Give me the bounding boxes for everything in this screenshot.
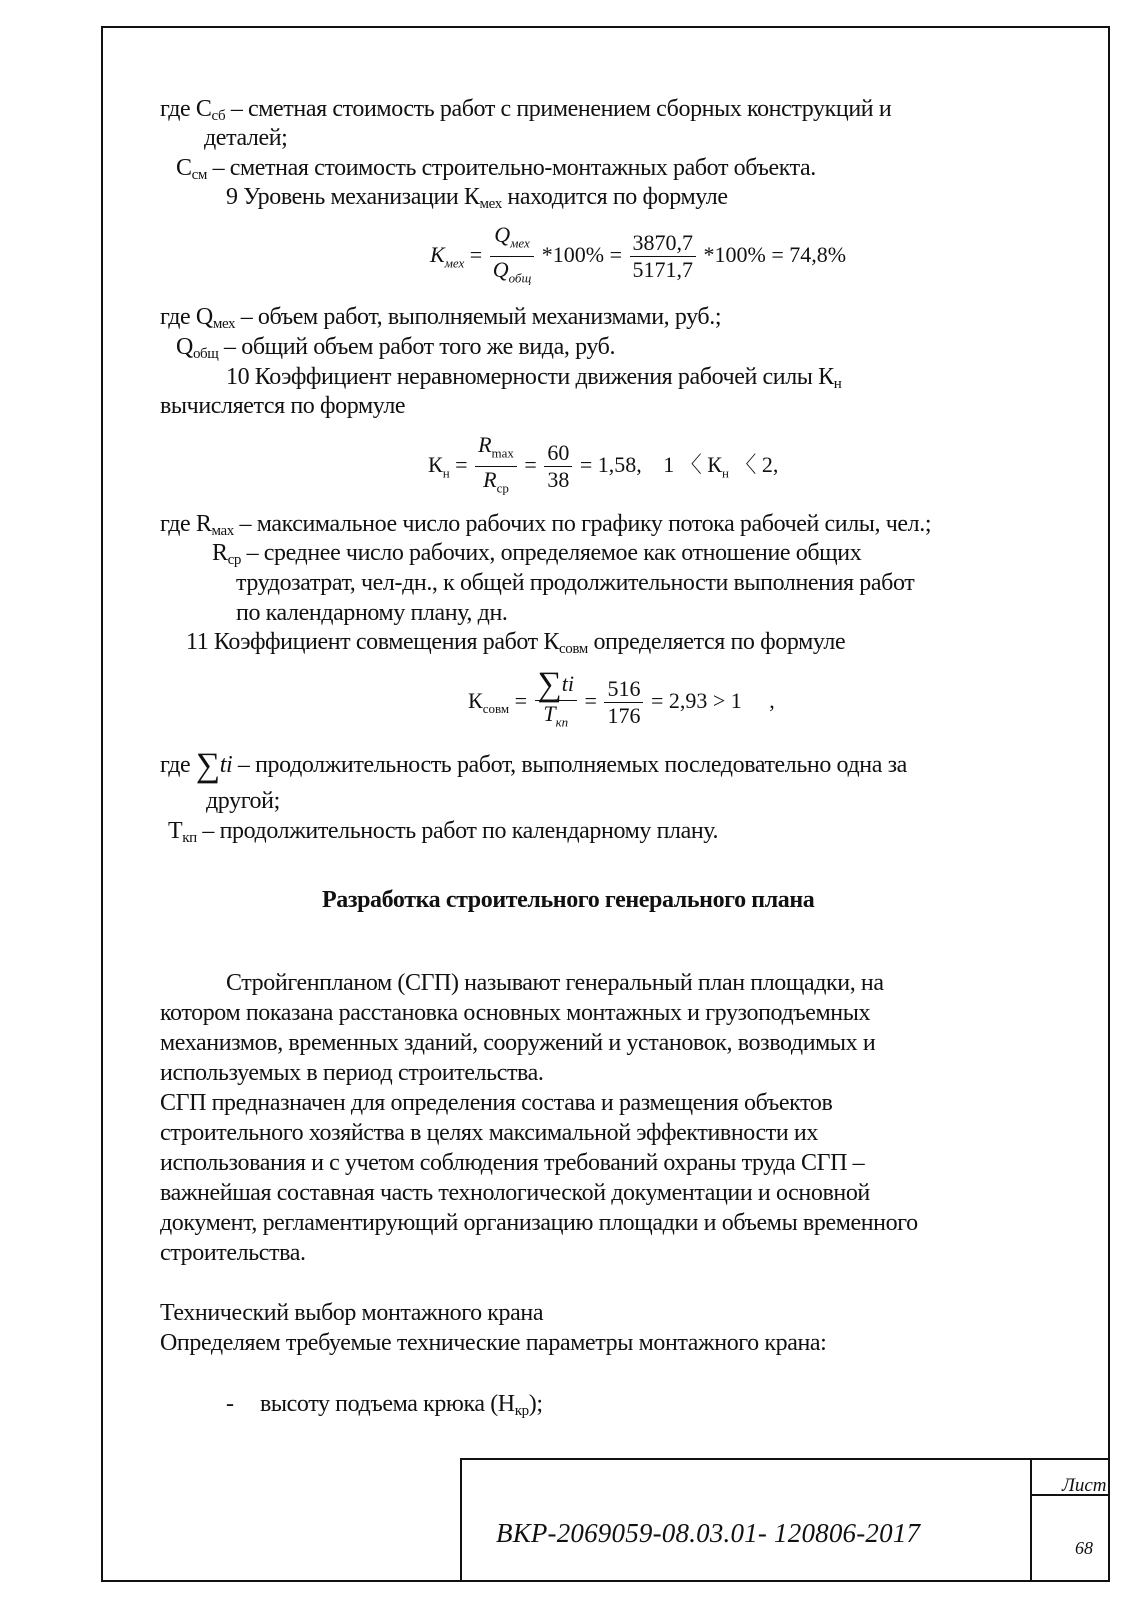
document-code: ВКР-2069059-08.03.01- 120806-2017 [496, 1518, 921, 1548]
line-4: 9 Уровень механизации $К_{мех}$ находится по формуле [226, 184, 728, 212]
formula-ksovm: $К_{совм}$ = $\frac{\sum ti}{Т_{кп}}$ = $\frac{516}{176}$ = 2,93 > 1 , [468, 670, 775, 735]
para1-line-2: котором показана расстановка основных монтажных и грузоподъемных [160, 1000, 871, 1026]
para1-line-9: документ, регламентирующий организацию площадки и объемы временного [160, 1210, 918, 1236]
bullet-text: высоту подъема крюка $(Н_{кр})$; [260, 1391, 543, 1419]
para1-line-5: СГП предназначен для определения состава и размещения объектов [160, 1090, 833, 1116]
formula-kn: $К_н$ = $\frac{R_{max}}{R_{ср}}$ = $\frac{60}{38}$ = 1,58, 1 〈 $К_н$ 〈 2, [428, 432, 778, 502]
para1-line-1: Стройгенпланом (СГП) называют генеральный план площадки, на [226, 970, 884, 996]
line-16: $Т_{кп}$ – продолжительность работ по календарному плану. [168, 818, 719, 846]
line-13: 11 Коэффициент совмещения работ $К_{совм}$ определяется по формуле [186, 629, 846, 657]
fraction-values: $\frac{3870,7}{5171,7}$ [630, 230, 697, 283]
para1-line-3: механизмов, временных зданий, сооружений и установок, возводимых и [160, 1030, 876, 1056]
para1-line-10: строительства. [160, 1240, 306, 1266]
line-11: трудозатрат, чел-дн., к общей продолжительности выполнения работ [236, 570, 915, 596]
line-10: $R_{ср}$ – среднее число рабочих, определяемое как отношение общих [212, 540, 862, 568]
line-3: $С_{см}$ – сметная стоимость строительно-монтажных работ объекта. [176, 155, 816, 183]
line-5: где $Q_{мех}$ – объем работ, выполняемый механизмами, руб.; [160, 304, 722, 332]
section-heading: Разработка строительного генерального плана [322, 887, 815, 913]
line-9: где $R_{мах}$ – максимальное число рабочих по графику потока рабочей силы, чел.; [160, 511, 932, 539]
stamp-top-border [460, 1458, 1110, 1460]
stamp-left-border [460, 1458, 462, 1582]
sheet-number: 68 [1075, 1538, 1093, 1558]
line-12: по календарному плану, дн. [236, 600, 508, 626]
para2-line-1: Технический выбор монтажного крана [160, 1300, 544, 1326]
para2-line-2: Определяем требуемые технические параметры монтажного крана: [160, 1330, 827, 1356]
para1-line-7: использования и с учетом соблюдения требований охраны труда СГП – [160, 1150, 865, 1176]
sheet-label: Лист [1062, 1475, 1107, 1496]
fraction-ti: $\frac{\sum ti}{Т_{кп}}$ [535, 670, 577, 735]
fraction-values: $\frac{516}{176}$ [604, 676, 643, 729]
line-2: деталей; [204, 125, 288, 151]
fraction-q: $\frac{Q_{мех}}{Q_{общ}}$ [490, 222, 535, 292]
line-1: где $С_{сб}$ – сметная стоимость работ с применением сборных конструкций и [160, 96, 892, 124]
stamp-divider [1030, 1458, 1032, 1582]
para1-line-8: важнейшая составная часть технологической документации и основной [160, 1180, 870, 1206]
fraction-r: $\frac{R_{max}}{R_{ср}}$ [475, 432, 517, 502]
line-7: 10 Коэффициент неравномерности движения рабочей силы $К_н$ [226, 364, 842, 392]
line-6: $Q_{общ}$ – общий объем работ того же вида, руб. [176, 334, 616, 362]
bullet-dash: - [226, 1391, 234, 1417]
formula-kmeh: $К_{мех}$ = $\frac{Q_{мех}}{Q_{общ}}$ *100% = $\frac{3870,7}{5171,7}$ *100% = 74,8% [430, 222, 846, 292]
para1-line-6: строительного хозяйства в целях максимальной эффективности их [160, 1120, 818, 1146]
line-8: вычисляется по формуле [160, 393, 406, 419]
fraction-values: $\frac{60}{38}$ [544, 440, 572, 493]
para1-line-4: используемых в период строительства. [160, 1060, 544, 1086]
line-14: где ∑ti – продолжительность работ, выполняемых последовательно одна за [160, 747, 907, 784]
line-15: другой; [206, 788, 280, 814]
